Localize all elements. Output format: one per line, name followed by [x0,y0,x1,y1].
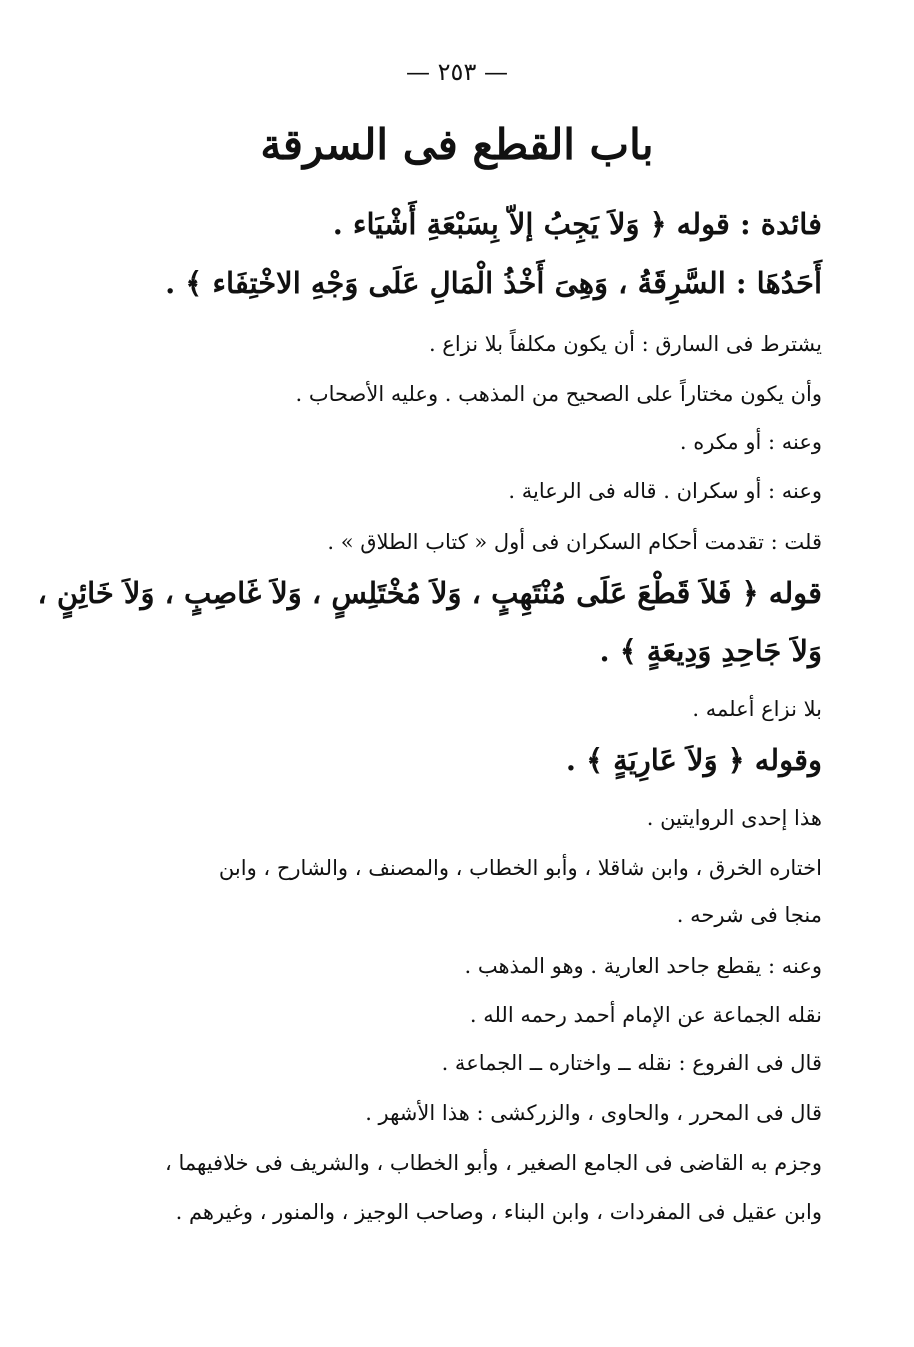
text-line: فائدة : قوله ﴿ وَلاَ يَجِبُ إلاّ بِسَبْعَةِ أَشْيَاء . [332,207,822,241]
text-line: قال فى الفروع : نقله ــ واختاره ــ الجماعة . [441,1051,822,1075]
text-line: بلا نزاع أعلمه . [692,697,822,721]
text-line: قال فى المحرر ، والحاوى ، والزركشى : هذا الأشهر . [365,1101,822,1125]
text-line: وعنه : أو مكره . [679,430,822,454]
text-line: وعنه : أو سكران . قاله فى الرعاية . [508,479,822,503]
text-line: نقله الجماعة عن الإمام أحمد رحمه الله . [469,1003,822,1027]
page-number: — ٢٥٣ — [406,58,508,86]
text-line: وعنه : يقطع جاحد العارية . وهو المذهب . [464,954,822,978]
text-line: يشترط فى السارق : أن يكون مكلفاً بلا نزاع . [428,332,822,356]
text-line: هذا إحدى الروايتين . [646,806,822,830]
chapter-title: باب القطع فى السرقة [260,120,654,169]
text-line: وابن عقيل فى المفردات ، وابن البناء ، وصاحب الوجيز ، والمنور ، وغيرهم . [175,1200,822,1224]
text-line: أَحَدُهَا : السَّرِقَةُ ، وَهِىَ أَخْذُ الْمَالِ عَلَى وَجْهِ الاخْتِفَاء ﴾ . [165,266,822,300]
text-line: وَلاَ جَاحِدِ وَدِيعَةٍ ﴾ . [599,634,822,668]
text-line: منجا فى شرحه . [676,903,822,927]
text-line: قوله ﴿ فَلاَ قَطْعَ عَلَى مُنْتَهِبٍ ، وَلاَ مُخْتَلِسٍ ، وَلاَ غَاصِبٍ ، وَلاَ خَائِنٍ ، [37,576,822,610]
text-line: وأن يكون مختاراً على الصحيح من المذهب . وعليه الأصحاب . [295,382,822,406]
text-line: وجزم به القاضى فى الجامع الصغير ، وأبو الخطاب ، والشريف فى خلافيهما ، [165,1151,822,1175]
text-line: قلت : تقدمت أحكام السكران فى أول « كتاب الطلاق » . [327,530,822,554]
text-line: وقوله ﴿ وَلاَ عَارِيَةٍ ﴾ . [565,743,822,777]
text-line: اختاره الخرق ، وابن شاقلا ، وأبو الخطاب ، والمصنف ، والشارح ، وابن [218,856,822,880]
